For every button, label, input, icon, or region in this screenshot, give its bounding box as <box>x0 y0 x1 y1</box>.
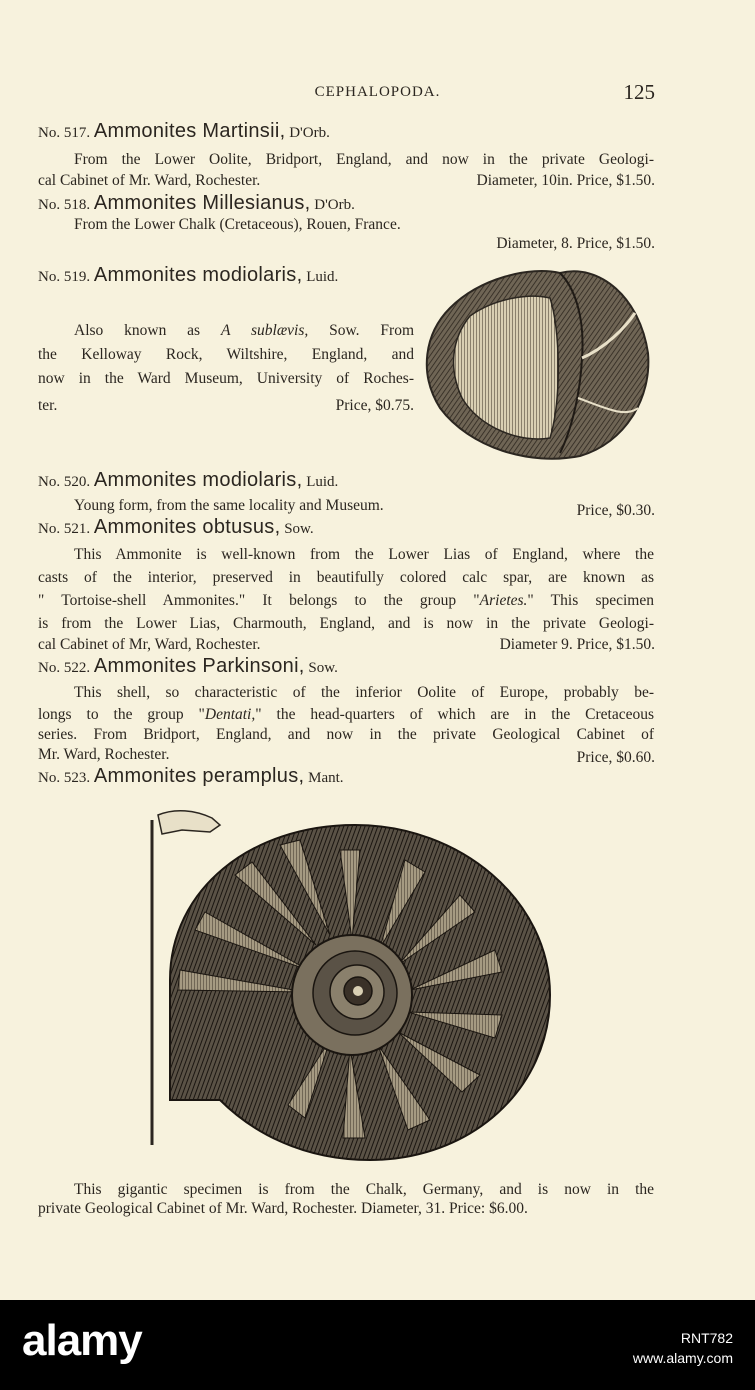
text-run: " This specimen <box>527 592 654 609</box>
alamy-logo[interactable]: alamy <box>22 1316 142 1365</box>
entry-518-heading <box>38 192 355 215</box>
species-name: Ammonites Millesianus, <box>93 192 311 214</box>
species-author: D'Orb. <box>314 197 355 213</box>
entry-522-heading <box>38 655 338 678</box>
entry-521-heading <box>38 516 314 539</box>
species-name: Ammonites obtusus, <box>93 516 281 538</box>
species-author: Sow. <box>284 521 314 537</box>
species-author: D'Orb. <box>289 125 330 141</box>
entry-518-measure: Diameter, 8. Price, $1.50. <box>496 235 655 252</box>
entry-523-heading <box>38 765 344 788</box>
entry-521-measure: Diameter 9. Price, $1.50. <box>499 636 655 653</box>
ammonite-modiolaris-illustration <box>410 258 655 468</box>
entry-number: No. 521. <box>38 521 91 537</box>
entry-521-text <box>38 592 654 610</box>
entry-number: No. 523. <box>38 770 91 786</box>
species-author: Luid. <box>306 269 339 285</box>
entry-517-heading <box>38 120 330 143</box>
image-id: RNT782 <box>680 1330 733 1346</box>
entry-522-measure: Price, $0.60. <box>576 749 655 766</box>
text-run: " the head-quarters of which are in the Cretaceous <box>255 706 654 723</box>
italic-synonym: A sublævis, <box>220 322 309 339</box>
ammonite-peramplus-illustration <box>140 800 560 1170</box>
entry-521-text: cal Cabinet of Mr, Ward, Rochester. <box>38 636 261 653</box>
species-name: Ammonites Martinsii, <box>93 120 286 142</box>
entry-522-text: series. From Bridport, England, and now in the private Geological Cabinet of <box>38 726 654 743</box>
species-author: Mant. <box>308 770 344 786</box>
entry-519-heading <box>38 264 338 287</box>
entry-519-measure: Price, $0.75. <box>335 397 414 414</box>
italic-group: Arietes. <box>479 592 528 609</box>
entry-number: No. 518. <box>38 197 91 213</box>
species-author: Luid. <box>306 474 339 490</box>
entry-520-heading <box>38 469 338 492</box>
entry-520-text: Young form, from the same locality and Museum. <box>74 497 384 514</box>
text-run: Sow. From <box>329 322 414 339</box>
pointing-hand-icon <box>158 811 220 834</box>
species-name: Ammonites modiolaris, <box>93 469 303 491</box>
species-name: Ammonites peramplus, <box>93 765 305 787</box>
entry-521-text: is from the Lower Lias, Charmouth, England, and is now in the private Geologi- <box>38 615 654 632</box>
text-run: longs to the group " <box>38 706 205 723</box>
text-run: Also known as <box>74 322 201 339</box>
species-author: Sow. <box>308 660 338 676</box>
entry-519-text: ter. <box>38 397 58 414</box>
entry-523-text: private Geological Cabinet of Mr. Ward, Rochester. Diameter, 31. Price: $6.00. <box>38 1200 528 1217</box>
page-number: 125 <box>623 80 655 104</box>
entry-number: No. 522. <box>38 660 91 676</box>
running-title: CEPHALOPODA. <box>314 84 441 100</box>
entry-number: No. 517. <box>38 125 91 141</box>
species-name: Ammonites Parkinsoni, <box>93 655 305 677</box>
entry-number: No. 519. <box>38 269 91 285</box>
entry-520-measure: Price, $0.30. <box>576 502 655 519</box>
entry-522-text <box>38 706 654 724</box>
entry-522-text: Mr. Ward, Rochester. <box>38 746 170 763</box>
entry-517-text: From the Lower Oolite, Bridport, England, and now in the private Geologi- <box>74 151 654 168</box>
entry-519-text: the Kelloway Rock, Wiltshire, England, and <box>38 346 414 363</box>
entry-518-text: From the Lower Chalk (Cretaceous), Rouen, France. <box>74 216 401 233</box>
entry-number: No. 520. <box>38 474 91 490</box>
entry-522-text: This shell, so characteristic of the inferior Oolite of Europe, probably be- <box>74 684 654 701</box>
entry-523-text: This gigantic specimen is from the Chalk, Germany, and is now in the <box>74 1181 654 1198</box>
italic-group: Dentati, <box>204 706 256 723</box>
entry-517-measure: Diameter, 10in. Price, $1.50. <box>476 172 655 189</box>
entry-519-text: now in the Ward Museum, University of Roches- <box>38 370 414 387</box>
site-url[interactable]: www.alamy.com <box>632 1350 733 1366</box>
entry-521-text: This Ammonite is well-known from the Lower Lias of England, where the <box>74 546 654 563</box>
text-run: " Tortoise-shell Ammonites." It belongs to the group " <box>38 592 480 609</box>
entry-519-text <box>74 322 414 340</box>
species-name: Ammonites modiolaris, <box>93 264 303 286</box>
entry-521-text: casts of the interior, preserved in beautifully colored calc spar, are known as <box>38 569 654 586</box>
entry-517-text: cal Cabinet of Mr. Ward, Rochester. <box>38 172 261 189</box>
